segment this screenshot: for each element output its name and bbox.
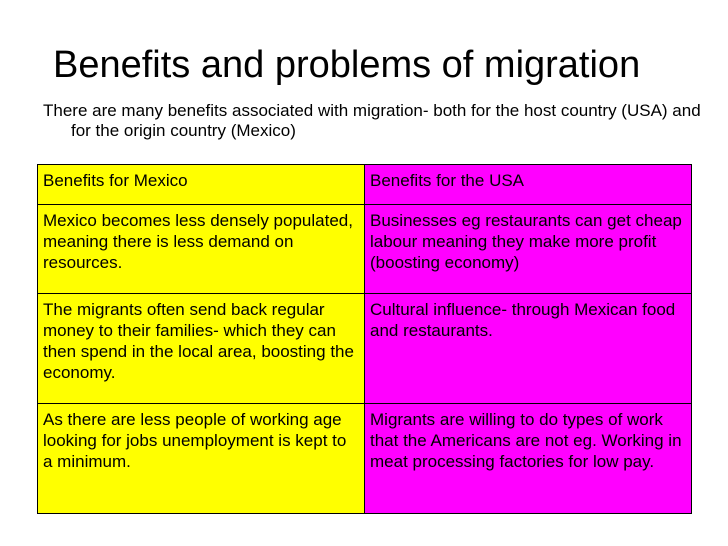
usa-benefit-cell: Businesses eg restaurants can get cheap labour meaning they make more profit (boosting economy): [365, 205, 692, 294]
table-row: [38, 294, 692, 404]
table-header-row: [38, 165, 692, 205]
slide-title: Benefits and problems of migration: [53, 44, 641, 86]
intro-text: There are many benefits associated with migration- both for the host country (USA) and for the origin country (Mexico): [43, 101, 701, 140]
mexico-benefit-cell: As there are less people of working age looking for jobs unemployment is kept to a minimum.: [38, 404, 365, 514]
header-benefits-usa: Benefits for the USA: [365, 165, 692, 205]
header-benefits-mexico: Benefits for Mexico: [38, 165, 365, 205]
usa-benefit-cell: Migrants are willing to do types of work that the Americans are not eg. Working in meat processing factories for low pay.: [365, 404, 692, 514]
benefits-table: [37, 164, 692, 514]
table-row: [38, 404, 692, 514]
mexico-benefit-cell: Mexico becomes less densely populated, meaning there is less demand on resources.: [38, 205, 365, 294]
table-row: [38, 205, 692, 294]
mexico-benefit-cell: The migrants often send back regular money to their families- which they can then spend in the local area, boosting the economy.: [38, 294, 365, 404]
usa-benefit-cell: Cultural influence- through Mexican food and restaurants.: [365, 294, 692, 404]
